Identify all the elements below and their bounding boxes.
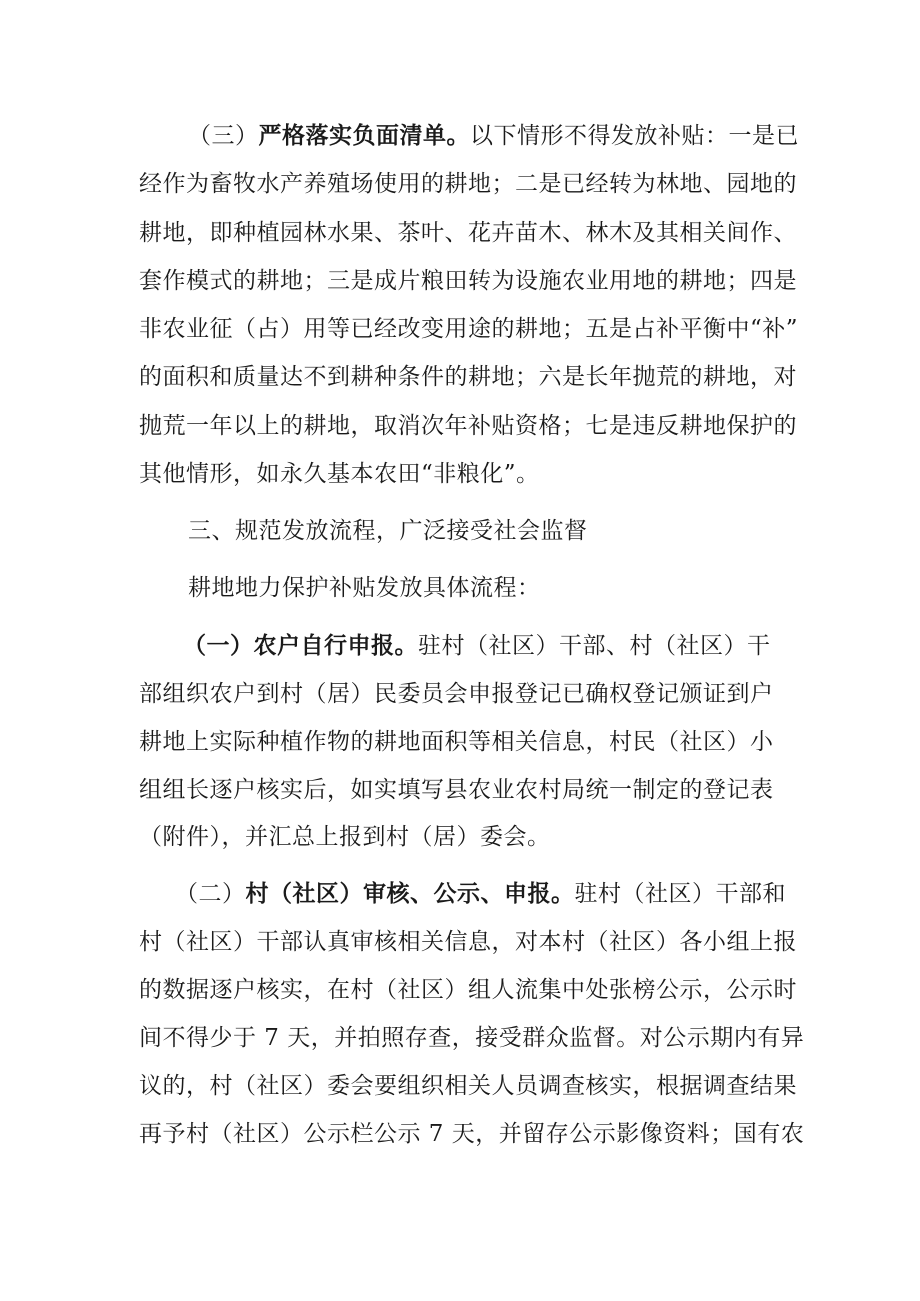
section3-line-8: 其他情形，如永久基本农田“非粮化”。 xyxy=(139,461,540,487)
step1-line-3: 耕地上实际种植作物的耕地面积等相关信息，村民（社区）小 xyxy=(139,729,774,755)
step2-line-4: 间不得少于 7 天，并拍照存查，接受群众监督。对公示期内有异 xyxy=(139,1025,805,1051)
part3-title: 三、规范发放流程，广泛接受社会监督 xyxy=(188,518,588,544)
step2-line-5: 议的，村（社区）委会要组织相关人员调查核实，根据调查结果 xyxy=(139,1073,797,1099)
section3-heading: 严格落实负面清单。 xyxy=(258,122,470,149)
section3-line-2: 经作为畜牧水产养殖场使用的耕地；二是已经转为林地、园地的 xyxy=(139,171,797,197)
step1-heading: （一）农户自行申报。 xyxy=(183,632,418,659)
step2-line-3: 的数据逐户核实，在村（社区）组人流集中处张榜公示，公示时 xyxy=(139,977,797,1003)
step1-line-5: （附件），并汇总上报到村（居）委会。 xyxy=(139,824,551,850)
section3-lead: （三） xyxy=(188,123,259,149)
section3-line-3: 耕地，即种植园林水果、茶叶、花卉苗木、林木及其相关间作、 xyxy=(139,220,797,246)
section3-line-7: 抛荒一年以上的耕地，取消次年补贴资格；七是违反耕地保护的 xyxy=(139,413,797,439)
section3-line-6: 的面积和质量达不到耕种条件的耕地；六是长年抛荒的耕地，对 xyxy=(139,364,797,390)
section3-line-4: 套作模式的耕地；三是成片粮田转为设施农业用地的耕地；四是 xyxy=(139,268,797,294)
step2-heading: 村（社区）审核、公示、申报。 xyxy=(245,880,575,907)
flow-intro: 耕地地力保护补贴发放具体流程： xyxy=(188,575,541,601)
step1-line-4: 组组长逐户核实后，如实填写县农业农村局统一制定的登记表 xyxy=(139,777,774,803)
step2-line1-rest: 驻村（社区）干部和 xyxy=(574,881,786,907)
step2-line-1 xyxy=(0,879,920,909)
step1-line-1 xyxy=(0,631,920,661)
step2-line-2: 村（社区）干部认真审核相关信息，对本村（社区）各小组上报 xyxy=(139,929,797,955)
step2-line-6: 再予村（社区）公示栏公示 7 天，并留存公示影像资料；国有农 xyxy=(139,1121,805,1147)
step1-line-2: 部组织农户到村（居）民委员会申报登记已确权登记颁证到户 xyxy=(139,681,774,707)
section3-line-1 xyxy=(0,121,920,151)
section3-line-5: 非农业征（占）用等已经改变用途的耕地；五是占补平衡中“补” xyxy=(139,316,799,342)
step2-lead: （二） xyxy=(175,881,246,907)
step1-line1-rest: 驻村（社区）干部、村（社区）干 xyxy=(418,633,771,659)
section3-line1-rest: 以下情形不得发放补贴：一是已 xyxy=(470,123,799,149)
